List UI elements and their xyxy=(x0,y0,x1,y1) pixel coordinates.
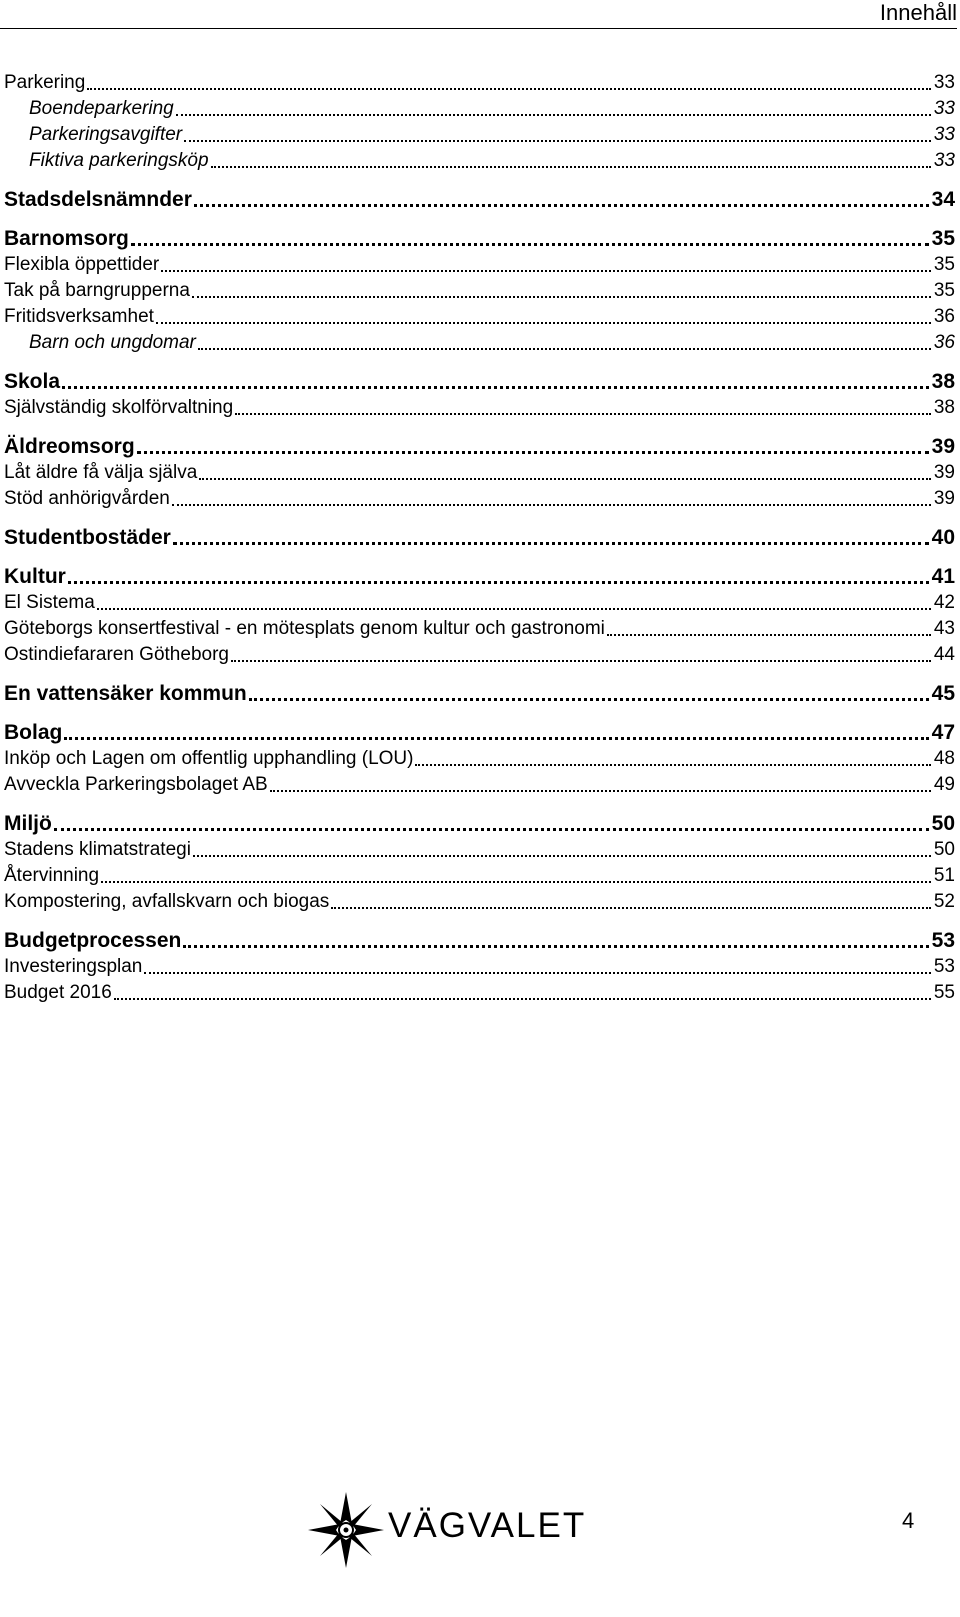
vagvalet-logo xyxy=(306,1490,596,1570)
toc-entry-page: 35 xyxy=(933,254,955,275)
toc-entry-title: Studentbostäder xyxy=(4,526,171,549)
toc-entry-page: 44 xyxy=(933,644,955,665)
toc-section-entry[interactable] xyxy=(4,434,955,460)
toc-entry-page: 33 xyxy=(933,124,955,145)
dot-leader xyxy=(173,538,929,545)
dot-leader xyxy=(54,824,929,831)
toc-entry-title: Budget 2016 xyxy=(4,982,112,1003)
toc-entry[interactable] xyxy=(4,460,955,486)
toc-spacer xyxy=(4,356,955,369)
toc-entry-page: 53 xyxy=(931,929,955,952)
dot-leader xyxy=(211,162,931,168)
toc-entry[interactable] xyxy=(4,252,955,278)
dot-leader xyxy=(270,786,931,792)
dot-leader xyxy=(97,604,931,610)
dot-leader xyxy=(62,382,929,389)
toc-entry[interactable] xyxy=(4,863,955,889)
toc-entry[interactable] xyxy=(4,746,955,772)
dot-leader xyxy=(192,292,931,298)
dot-leader xyxy=(415,760,930,766)
toc-spacer xyxy=(4,174,955,187)
dot-leader xyxy=(156,318,931,324)
toc-entry-title: Låt äldre få välja själva xyxy=(4,462,198,483)
toc-entry-title: Stadens klimatstrategi xyxy=(4,839,191,860)
toc-entry-title: Parkering xyxy=(4,72,86,93)
toc-entry-title: Barn och ungdomar xyxy=(29,332,196,353)
toc-entry-title: Bolag xyxy=(4,721,63,744)
toc-entry[interactable] xyxy=(4,122,955,148)
toc-entry-page: 42 xyxy=(933,592,955,613)
toc-entry-page: 50 xyxy=(933,839,955,860)
dot-leader xyxy=(194,200,929,207)
toc-entry-page: 45 xyxy=(931,682,955,705)
toc-entry-page: 47 xyxy=(931,721,955,744)
toc-entry-page: 52 xyxy=(933,891,955,912)
toc-entry-title: Göteborgs konsertfestival - en mötesplats genom kultur och gastronomi xyxy=(4,618,605,639)
toc-spacer xyxy=(4,551,955,564)
toc-section-entry[interactable] xyxy=(4,226,955,252)
toc-entry-page: 35 xyxy=(933,280,955,301)
toc-section-entry[interactable] xyxy=(4,564,955,590)
toc-entry-page: 33 xyxy=(933,98,955,119)
toc-entry[interactable] xyxy=(4,70,955,96)
toc-section-entry[interactable] xyxy=(4,681,955,707)
dot-leader xyxy=(101,877,931,883)
toc-entry-title: Självständig skolförvaltning xyxy=(4,397,234,418)
toc-entry-title: Skola xyxy=(4,370,61,393)
toc-entry-page: 33 xyxy=(933,150,955,171)
dot-leader xyxy=(249,694,929,701)
toc-entry-page: 50 xyxy=(931,812,955,835)
toc-entry[interactable] xyxy=(4,590,955,616)
toc-entry-title: Fiktiva parkeringsköp xyxy=(29,150,209,171)
page-header xyxy=(0,0,957,29)
toc-entry-page: 49 xyxy=(933,774,955,795)
toc-spacer xyxy=(4,798,955,811)
toc-entry[interactable] xyxy=(4,148,955,174)
dot-leader xyxy=(87,84,931,90)
toc-entry-page: 43 xyxy=(933,618,955,639)
dot-leader xyxy=(176,110,931,116)
toc-entry-page: 39 xyxy=(933,462,955,483)
toc-entry-page: 36 xyxy=(933,332,955,353)
dot-leader xyxy=(183,941,928,948)
dot-leader xyxy=(114,994,931,1000)
dot-leader xyxy=(64,733,928,740)
toc-entry[interactable] xyxy=(4,304,955,330)
toc-entry-title: Miljö xyxy=(4,812,52,835)
dot-leader xyxy=(137,447,929,454)
toc-section-entry[interactable] xyxy=(4,525,955,551)
toc-entry[interactable] xyxy=(4,954,955,980)
toc-entry-page: 39 xyxy=(931,435,955,458)
toc-entry[interactable] xyxy=(4,837,955,863)
toc-entry-page: 36 xyxy=(933,306,955,327)
toc-entry-title: Flexibla öppettider xyxy=(4,254,160,275)
toc-entry-page: 40 xyxy=(931,526,955,549)
toc-entry-title: Budgetprocessen xyxy=(4,929,182,952)
toc-entry-title: Kompostering, avfallskvarn och biogas xyxy=(4,891,330,912)
toc-entry-title: Boendeparkering xyxy=(29,98,174,119)
toc-spacer xyxy=(4,213,955,226)
toc-entry[interactable] xyxy=(4,980,955,1006)
table-of-contents xyxy=(4,70,955,1006)
compass-star-icon xyxy=(306,1490,386,1570)
dot-leader xyxy=(193,851,931,857)
toc-entry-title: Stöd anhörigvården xyxy=(4,488,170,509)
dot-leader xyxy=(231,656,931,662)
toc-entry-title: Äldreomsorg xyxy=(4,435,135,458)
toc-spacer xyxy=(4,421,955,434)
toc-entry-title: Kultur xyxy=(4,565,66,588)
toc-entry-title: El Sistema xyxy=(4,592,95,613)
toc-entry[interactable] xyxy=(4,772,955,798)
toc-entry[interactable] xyxy=(4,486,955,512)
toc-section-entry[interactable] xyxy=(4,928,955,954)
toc-spacer xyxy=(4,915,955,928)
toc-section-entry[interactable] xyxy=(4,187,955,213)
toc-entry-title: En vattensäker kommun xyxy=(4,682,247,705)
toc-entry[interactable] xyxy=(4,330,955,356)
toc-entry-page: 38 xyxy=(931,370,955,393)
toc-entry-title: Återvinning xyxy=(4,865,100,886)
toc-entry[interactable] xyxy=(4,642,955,668)
toc-entry-title: Avveckla Parkeringsbolaget AB xyxy=(4,774,268,795)
toc-entry-page: 39 xyxy=(933,488,955,509)
toc-entry-title: Stadsdelsnämnder xyxy=(4,188,192,211)
dot-leader xyxy=(198,344,931,350)
toc-entry[interactable] xyxy=(4,278,955,304)
toc-spacer xyxy=(4,707,955,720)
dot-leader xyxy=(184,136,931,142)
toc-spacer xyxy=(4,512,955,525)
toc-entry-page: 55 xyxy=(933,982,955,1003)
toc-entry[interactable] xyxy=(4,395,955,421)
toc-entry[interactable] xyxy=(4,616,955,642)
toc-entry-page: 41 xyxy=(931,565,955,588)
toc-section-entry[interactable] xyxy=(4,811,955,837)
toc-entry-page: 51 xyxy=(933,865,955,886)
logo-text: VÄGVALET xyxy=(388,1506,587,1545)
page-number: 4 xyxy=(902,1508,915,1533)
header-title: Innehåll xyxy=(879,0,957,25)
toc-entry-page: 33 xyxy=(933,72,955,93)
dot-leader xyxy=(131,239,929,246)
toc-entry-page: 38 xyxy=(933,397,955,418)
dot-leader xyxy=(144,968,930,974)
toc-section-entry[interactable] xyxy=(4,720,955,746)
toc-entry-page: 35 xyxy=(931,227,955,250)
toc-entry-title: Fritidsverksamhet xyxy=(4,306,154,327)
dot-leader xyxy=(199,474,931,480)
toc-entry-title: Tak på barngrupperna xyxy=(4,280,190,301)
toc-section-entry[interactable] xyxy=(4,369,955,395)
toc-spacer xyxy=(4,668,955,681)
dot-leader xyxy=(331,903,931,909)
toc-entry[interactable] xyxy=(4,889,955,915)
toc-entry-title: Investeringsplan xyxy=(4,956,143,977)
toc-entry-title: Inköp och Lagen om offentlig upphandling (LOU) xyxy=(4,748,414,769)
dot-leader xyxy=(172,500,931,506)
dot-leader xyxy=(68,577,929,584)
toc-entry-page: 48 xyxy=(933,748,955,769)
toc-entry-title: Barnomsorg xyxy=(4,227,129,250)
dot-leader xyxy=(161,266,931,272)
toc-entry-page: 34 xyxy=(931,188,955,211)
toc-entry-page: 53 xyxy=(933,956,955,977)
toc-entry[interactable] xyxy=(4,96,955,122)
toc-entry-title: Ostindiefararen Götheborg xyxy=(4,644,229,665)
dot-leader xyxy=(607,630,931,636)
toc-entry-title: Parkeringsavgifter xyxy=(29,124,183,145)
dot-leader xyxy=(235,409,931,415)
